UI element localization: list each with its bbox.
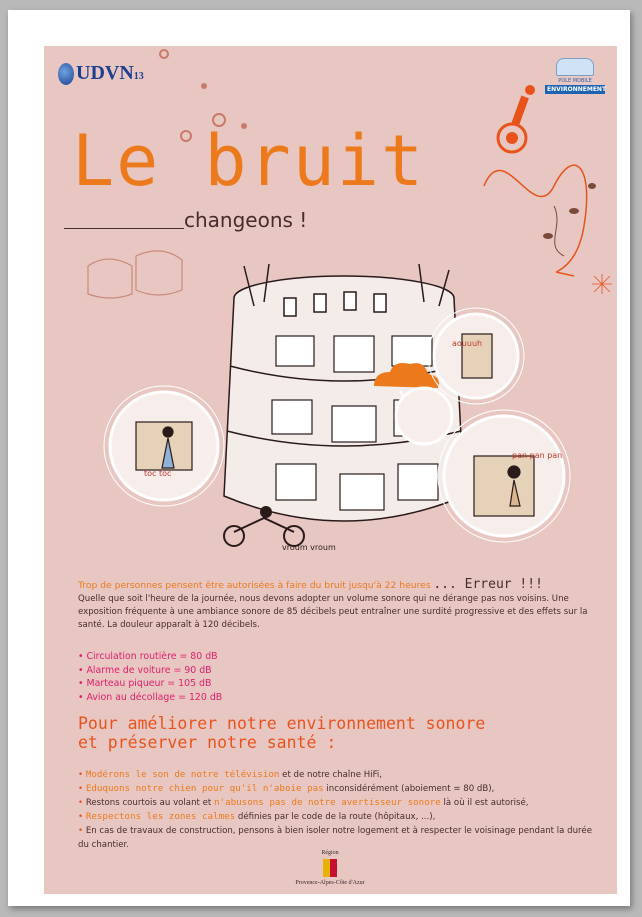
sofa-sketch-icon	[88, 251, 182, 298]
vehicle-icon	[556, 58, 594, 76]
advice-heading-line2: et préserver notre santé :	[78, 733, 337, 752]
poster	[44, 46, 617, 894]
list-item: • Eduquons notre chien pour qu'il n'aboie pas inconsidérément (aboiement = 80 dB),	[78, 783, 495, 794]
udvn-swirl-icon	[58, 63, 74, 85]
advice-list	[78, 768, 598, 852]
noise-levels-list	[78, 650, 222, 704]
list-item: • En cas de travaux de construction, pensons à bien isoler notre logement et à respecter le voisinage pendant la durée du chantier.	[78, 826, 592, 850]
noisy-building-illustration	[44, 236, 617, 566]
noise-word-vroum: vroum vroum	[282, 543, 336, 552]
intro-body: Quelle que soit l'heure de la journée, nous devons adopter un volume sonore qui ne dérange pas nos voisins. Une exposition fréquente à une ambiance sonore de 85 décibels peut entraîner une surdité progressive et des effets sur la santé. La douleur apparaît à 120 décibels.	[78, 594, 588, 630]
udvn-logo: UDVN13	[58, 62, 144, 85]
environment-logo-banner: ENVIRONNEMENT	[547, 86, 607, 93]
intro-paragraph	[78, 578, 598, 632]
list-item: • Restons courtois au volant et n'abusons pas de notre avertisseur sonore là où il est autorisé,	[78, 797, 529, 808]
list-item: • Alarme de voiture = 90 dB	[78, 664, 222, 678]
poster-title: Le bruit	[72, 120, 426, 202]
poster-frame	[8, 10, 630, 906]
subtitle-underline	[64, 228, 184, 229]
advice-heading-line1: Pour améliorer notre environnement sonore	[78, 714, 486, 733]
list-item: • Avion au décollage = 120 dB	[78, 691, 222, 705]
list-item: • Respectons les zones calmes définies par le code de la route (hôpitaux, ...),	[78, 811, 436, 822]
noise-word-toc: toc toc	[144, 469, 172, 478]
advice-heading	[78, 714, 485, 752]
poster-subtitle: changeons !	[184, 208, 308, 232]
noise-word-pan: pan pan pan	[512, 451, 563, 460]
list-item: • Modérons le son de notre télévision et de notre chaîne HiFi,	[78, 769, 383, 780]
intro-lead: Trop de personnes pensent être autorisées à faire du bruit jusqu'à 22 heures	[78, 580, 431, 591]
list-item: • Circulation routière = 80 dB	[78, 650, 222, 664]
region-logo: Région Provence-Alpes-Côte d'Azur	[295, 850, 365, 886]
region-flag-icon	[323, 859, 337, 877]
intro-erreur: ... Erreur !!!	[433, 577, 543, 592]
list-item: • Marteau piqueur = 105 dB	[78, 677, 222, 691]
environment-logo-small: POLE MOBILE	[558, 78, 592, 84]
noise-word-aouuuh: aouuuh	[452, 339, 483, 348]
